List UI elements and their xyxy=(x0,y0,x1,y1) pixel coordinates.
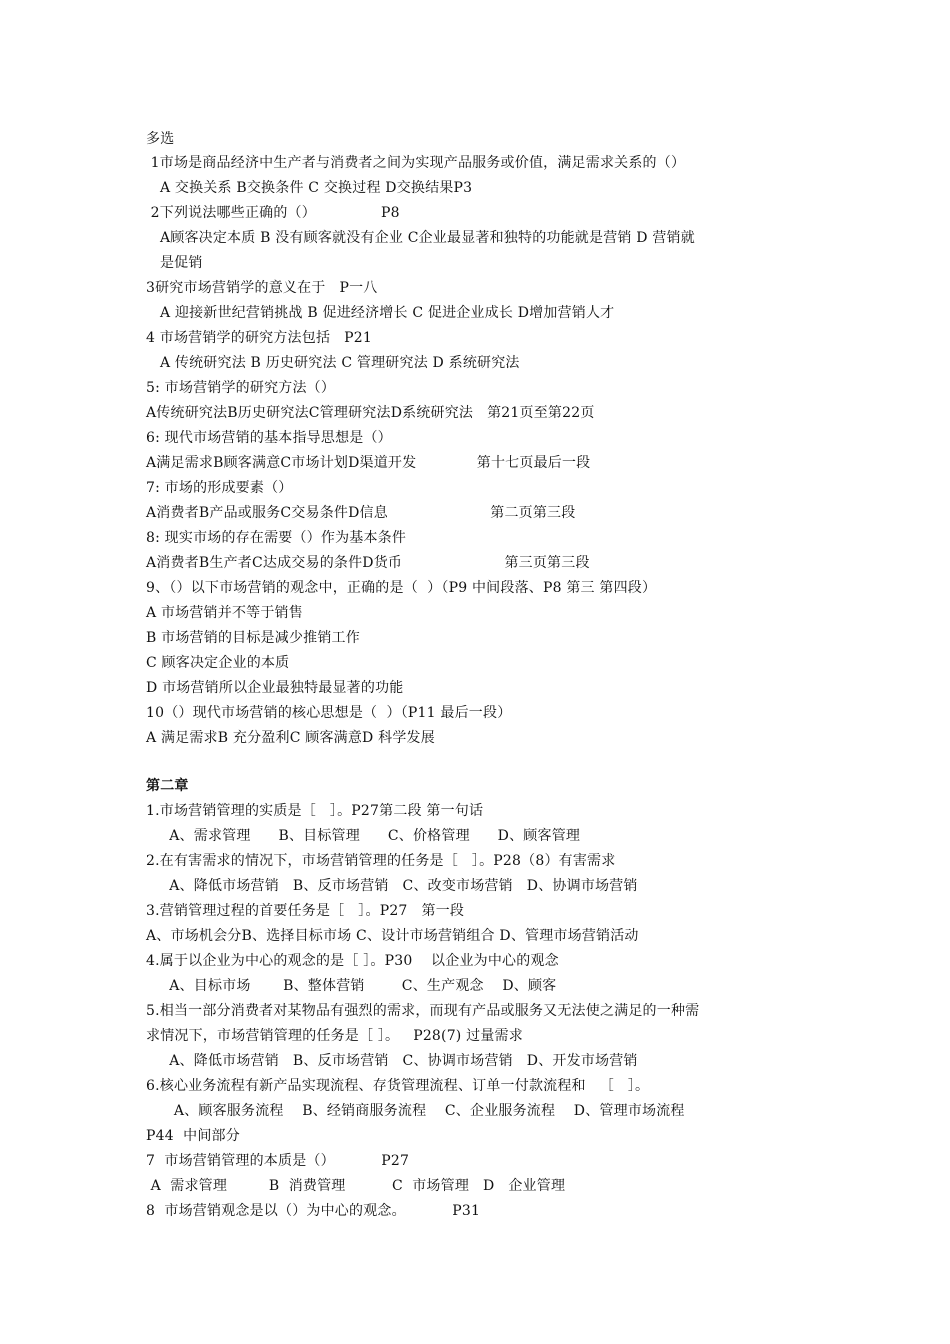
question-line: 3研究市场营销学的意义在于 P一八 xyxy=(146,280,378,296)
options-line: A顾客决定本质 B 没有顾客就没有企业 C企业最显著和独特的功能就是营销 D 营销就 xyxy=(146,230,695,246)
options-line: 是促销 xyxy=(146,255,203,271)
options-line: A 迎接新世纪营销挑战 B 促进经济增长 C 促进企业成长 D增加营销人才 xyxy=(146,305,615,321)
options-line: C 顾客决定企业的本质 xyxy=(146,655,290,671)
question-line: 7: 市场的形成要素（） xyxy=(146,480,293,496)
options-line: D 市场营销所以企业最独特最显著的功能 xyxy=(146,680,404,696)
question-line: 8: 现实市场的存在需要（）作为基本条件 xyxy=(146,530,407,546)
question-line: 7 市场营销管理的本质是（） P27 xyxy=(146,1153,410,1169)
options-line: A消费者B生产者C达成交易的条件D货币 第三页第三段 xyxy=(146,555,590,571)
options-line: A 传统研究法 B 历史研究法 C 管理研究法 D 系统研究法 xyxy=(146,355,520,371)
chapter-heading: 第二章 xyxy=(146,778,189,794)
question-line: 3.营销管理过程的首要任务是［ ］。P27 第一段 xyxy=(146,903,465,919)
question-line: 2下列说法哪些正确的（） P8 xyxy=(146,205,400,221)
question-line: 6.核心业务流程有新产品实现流程、存货管理流程、订单一付款流程和 ［ ］。 xyxy=(146,1078,650,1094)
options-line: A、顾客服务流程 B、经销商服务流程 C、企业服务流程 D、管理市场流程 xyxy=(146,1103,685,1119)
options-line: A传统研究法B历史研究法C管理研究法D系统研究法 第21页至第22页 xyxy=(146,405,595,421)
question-line: 4 市场营销学的研究方法包括 P21 xyxy=(146,330,372,346)
options-line: A、降低市场营销 B、反市场营销 C、改变市场营销 D、协调市场营销 xyxy=(146,878,638,894)
options-line: A、降低市场营销 B、反市场营销 C、协调市场营销 D、开发市场营销 xyxy=(146,1053,638,1069)
options-line: A 交换关系 B交换条件 C 交换过程 D交换结果P3 xyxy=(146,180,473,196)
question-line: 1市场是商品经济中生产者与消费者之间为实现产品服务或价值，满足需求关系的（） xyxy=(146,155,686,171)
question-line: 4.属于以企业为中心的观念的是［ ］。P30 以企业为中心的观念 xyxy=(146,953,559,969)
question-line: 10（）现代市场营销的核心思想是（ ）（P11 最后一段） xyxy=(146,705,512,721)
page-reference-line: P44 中间部分 xyxy=(146,1128,240,1144)
question-line: 1.市场营销管理的实质是［ ］。P27第二段 第一句话 xyxy=(146,803,484,819)
question-line: 2.在有害需求的情况下，市场营销管理的任务是［ ］。P28（8）有害需求 xyxy=(146,853,616,869)
options-line: A、目标市场 B、整体营销 C、生产观念 D、顾客 xyxy=(146,978,557,994)
question-line: 5: 市场营销学的研究方法（） xyxy=(146,380,336,396)
question-line: 5.相当一部分消费者对某物品有强烈的需求，而现有产品或服务又无法使之满足的一种需 xyxy=(146,1003,700,1019)
section-label-multiple-choice: 多选 xyxy=(146,131,175,147)
question-line: 求情况下，市场营销管理的任务是［ ］。 P28(7) 过量需求 xyxy=(146,1028,523,1044)
options-line: A 满足需求B 充分盈利C 顾客满意D 科学发展 xyxy=(146,730,435,746)
options-line: A、需求管理 B、目标管理 C、价格管理 D、顾客管理 xyxy=(146,828,581,844)
question-line: 6: 现代市场营销的基本指导思想是（） xyxy=(146,430,392,446)
options-line: B 市场营销的目标是减少推销工作 xyxy=(146,630,360,646)
question-line: 8 市场营销观念是以（）为中心的观念。 P31 xyxy=(146,1203,481,1219)
options-line: A消费者B产品或服务C交易条件D信息 第二页第三段 xyxy=(146,505,576,521)
options-line: A 需求管理 B 消费管理 C 市场管理 D 企业管理 xyxy=(146,1178,566,1194)
options-line: A满足需求B顾客满意C市场计划D渠道开发 第十七页最后一段 xyxy=(146,455,591,471)
options-line: A 市场营销并不等于销售 xyxy=(146,605,303,621)
options-line: A、市场机会分B、选择目标市场 C、设计市场营销组合 D、管理市场营销活动 xyxy=(146,928,639,944)
question-line: 9、（）以下市场营销的观念中，正确的是（ ）（P9 中间段落、P8 第三 第四段） xyxy=(146,580,657,596)
